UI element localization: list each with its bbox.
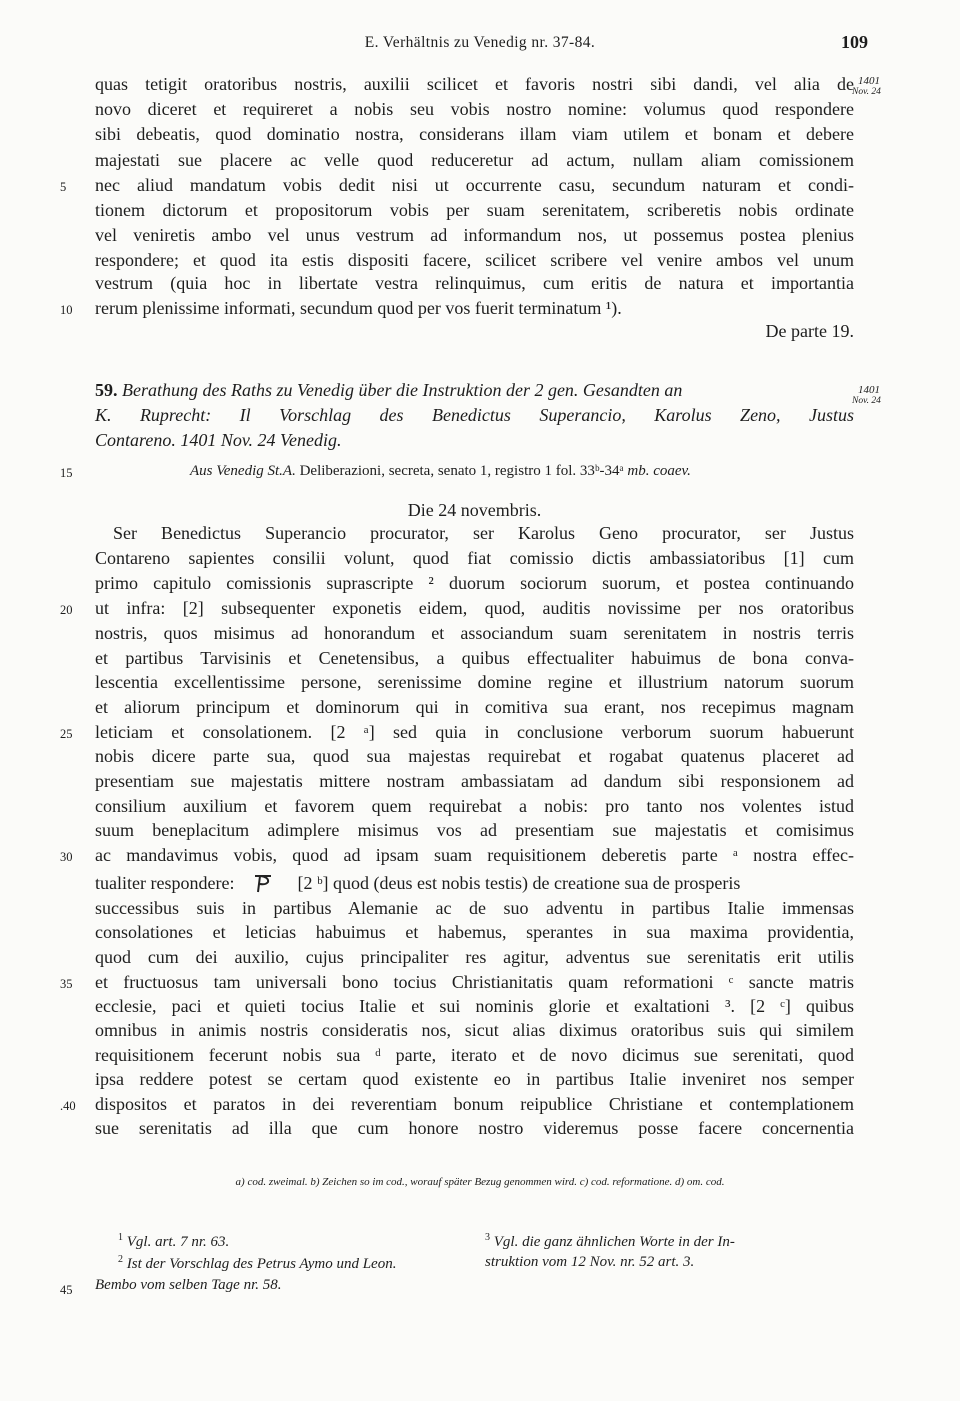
text-line: nec aliud mandatum vobis dedit nisi ut occurrente casu, secundum naturam et condi- [95, 175, 854, 195]
line-number: 35 [60, 977, 73, 991]
line-number: 45 [60, 1283, 73, 1297]
text-line: ecclesie, paci et quieti tocius Italie et sui nominis glorie et exaltationi ³. [2 ᶜ] quibus [95, 996, 854, 1016]
entry-heading-line-3: Contareno. 1401 Nov. 24 Venedig. [95, 430, 342, 450]
line-number: 25 [60, 727, 73, 741]
text-line: successibus suis in partibus Alemanie ac de suo adventu in partibus Italie immensas [95, 898, 854, 918]
margin-year: 1401 [858, 384, 880, 396]
entry-heading-line-1 [95, 380, 854, 401]
text-line: et aliorum principum et dominorum qui in comitiva sua erant, nos recepimus magnam [95, 697, 854, 717]
margin-day: Nov. 24 [852, 87, 881, 97]
margin-year: 1401 [858, 75, 880, 87]
notarial-signum-icon [253, 873, 273, 893]
text-line: quod cum dei auxilio, cujus principaliter res agitur, adventus sue serenitatis erit utilis [95, 947, 854, 967]
source-archive: Aus Venedig St.A. [190, 463, 296, 479]
source-register: Deliberazioni, secreta, senato 1, registro 1 fol. 33ᵇ-34ᵃ [299, 463, 624, 479]
text-line: consolationes et leticias habuimus et habemus, sperantes in sua maxima providentia, [95, 922, 854, 942]
line-number: 5 [60, 180, 67, 194]
footnote-mark: 2 [118, 1254, 123, 1265]
signum-line [95, 873, 854, 894]
text-line: vel veniretis ambo vel unus vestrum ad informandum nos, ut possemus postea plenius [95, 225, 854, 245]
text-line: et partibus Tarvisinis et Cenetensibus, a quibus effectualiter habuimus de bona conva- [95, 648, 854, 668]
variant-notes: a) cod. zweimal. b) Zeichen so im cod., worauf später Bezug genommen wird. c) cod. reformatione. d) om. cod. [235, 1176, 725, 1188]
de-parte: De parte 19. [765, 321, 854, 341]
footnote-1 [118, 1232, 229, 1251]
text-line: Ser Benedictus Superancio procurator, ser Karolus Geno procurator, ser Justus [113, 523, 854, 543]
text-line: ut infra: [2] subsequenter exponetis eidem, quod, auditis novissime per nos oratoribus [95, 598, 854, 618]
line-number: 10 [60, 303, 73, 317]
text-line: ipsa reddere potest se certam quod existente eo in partibus Italie inveniret nos semper [95, 1069, 854, 1089]
text-line: leticiam et consolationem. [2 ᵃ] sed quia in conclusione verborum suorum habuerunt [95, 722, 854, 742]
text-line: majestati sue placere ac velle quod reduceretur ad actum, nullam aliam comissionem [95, 150, 854, 170]
text-line: consilium auxilium et favorem quem requirebat a nobis: pro tanto nos volentes istud [95, 796, 854, 816]
signum-line-end: [2 ᵇ] quod (deus est nobis testis) de creatione sua de prosperis [297, 873, 741, 893]
text-line: requisitionem fecerunt nobis sua ᵈ parte, iterato et de novo dicimus sue serenitati, quod [95, 1045, 854, 1065]
text-line: omnibus in animis nostris consideratis nos, sicut alias diximus oratoribus suis qui similem [95, 1020, 854, 1040]
line-number: 30 [60, 850, 73, 864]
footnote-3 [485, 1232, 735, 1251]
text-line: novo diceret et requireret a nobis seu vobis nostro nomine: volumus quod respondere [95, 99, 854, 119]
source-citation [190, 463, 691, 480]
text-line: et fructuosus tam universali bono tocius Christianitatis quam reformationi ᶜ sancte matris [95, 972, 854, 992]
text-line: nostris, quos misimus ad honorandum et associandum suam serenitatem in nostris terris [95, 623, 854, 643]
text-line: quas tetigit oratoribus nostris, auxilii scilicet et favoris nostri sibi dandi, vel alia de [95, 74, 854, 94]
line-number: .40 [60, 1099, 76, 1113]
text-line: rerum plenissime informati, secundum quod per vos fuerit terminatum ¹). [95, 298, 622, 318]
text-line: primo capitulo comissionis suprascripte ² duorum sociorum suorum, et postea continuando [95, 573, 854, 593]
footnote-2 [118, 1254, 396, 1273]
footnote-text: Vgl. die ganz ähnlichen Worte in der In- [493, 1234, 735, 1250]
margin-date-2 [852, 384, 881, 407]
margin-date-1 [852, 75, 881, 98]
text-line: lescentia excellentissime persone, serenissime domine regine et illustrium natorum suorum [95, 672, 854, 692]
entry-number: 59. [95, 380, 118, 400]
footnote-text: Vgl. art. 7 nr. 63. [126, 1234, 230, 1250]
footnote-mark: 1 [118, 1232, 123, 1243]
entry-heading-text: Berathung des Raths zu Venedig über die Instruktion der 2 gen. Gesandten an [122, 380, 683, 400]
date-line: Die 24 novembris. [407, 500, 542, 520]
source-note: mb. coaev. [627, 463, 691, 479]
text-line: Contareno sapientes consilii volunt, quod fiat comissio dictis ambassiatoribus [1] cum [95, 548, 854, 568]
text-line: vestrum (quia hoc in libertate vestra relinquimus, cum eritis de natura et importantia [95, 273, 854, 293]
line-number: 15 [60, 466, 73, 480]
footnote-text: Ist der Vorschlag des Petrus Aymo und Leon. [126, 1256, 397, 1272]
footnote-2-cont: Bembo vom selben Tage nr. 58. [95, 1277, 282, 1293]
text-line: ac mandavimus vobis, quod ad ipsam suam requisitionem deberetis parte ᵃ nostra effec- [95, 845, 854, 865]
text-line: sibi debeatis, quod dominatio nostra, considerans illam viam utilem et bonam et debere [95, 124, 854, 144]
text-line: dispositos et paratos in dei reverentiam bonum reipublice Christiane et contemplationem [95, 1094, 854, 1114]
text-line: sue serenitatis ad illa que cum honore nostro videremus posse facere concernentia [95, 1118, 854, 1138]
entry-heading-line-2: K. Ruprecht: Il Vorschlag des Benedictus Superancio, Karolus Zeno, Justus [95, 405, 854, 425]
running-header: E. Verhältnis zu Venedig nr. 37-84. [364, 34, 596, 51]
text-line: suum beneplacitum adimplere misimus vos ad presentiam sue majestatis et comisimus [95, 820, 854, 840]
line-number: 20 [60, 603, 73, 617]
text-line: tionem dictorum et propositorum vobis per suam serenitatem, scriberetis nobis ordinate [95, 200, 854, 220]
page-number: 109 [841, 32, 868, 52]
footnote-mark: 3 [485, 1232, 490, 1243]
text-line: presentiam sue majestatis mittere nostram ambassiatam ad dandum sibi responsionem ad [95, 771, 854, 791]
text-line: nobis dicere parte sua, quod sua majestas requirebat et rogabat quatenus placeret ad [95, 746, 854, 766]
text-line: respondere; et quod ita estis dispositi facere, scilicet scribere vel venire ambos vel unum [95, 250, 854, 270]
margin-day: Nov. 24 [852, 396, 881, 406]
footnote-3-cont: struktion vom 12 Nov. nr. 52 art. 3. [485, 1254, 695, 1270]
signum-line-start: tualiter respondere: [95, 873, 235, 893]
